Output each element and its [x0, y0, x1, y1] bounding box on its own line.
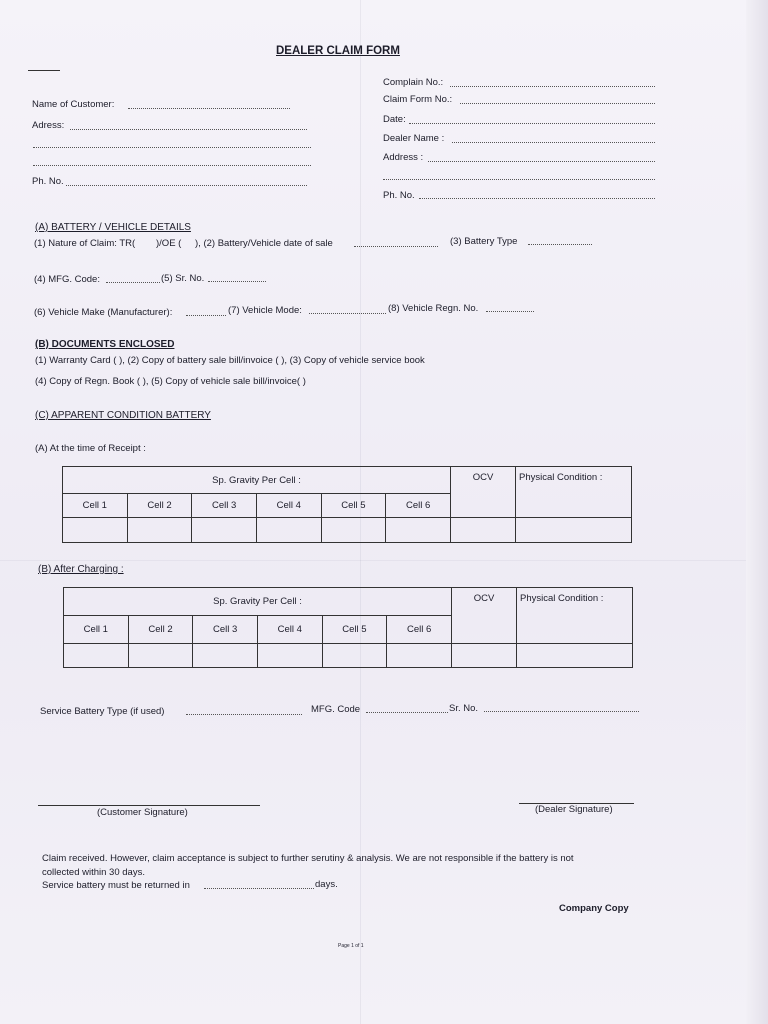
mfg-code-field[interactable] — [106, 282, 160, 283]
physical-condition-value[interactable] — [517, 644, 633, 668]
complain-no-field[interactable] — [450, 86, 655, 87]
battery-type-label: (3) Battery Type — [450, 236, 518, 247]
section-a-heading: (A) BATTERY / VEHICLE DETAILS — [35, 222, 191, 233]
ocv-value[interactable] — [451, 518, 516, 543]
cell-1-value[interactable] — [64, 644, 129, 668]
gravity-header: Sp. Gravity Per Cell : — [63, 467, 451, 494]
customer-signature-label: (Customer Signature) — [97, 807, 188, 818]
cell-3-value[interactable] — [192, 518, 257, 543]
vehicle-model-field[interactable] — [309, 313, 386, 314]
cell-2-header: Cell 2 — [127, 494, 192, 518]
service-battery-type-label: Service Battery Type (if used) — [40, 706, 165, 717]
cell-5-value[interactable] — [322, 644, 387, 668]
notice-line-2: collected within 30 days. — [42, 867, 145, 878]
service-sr-no-field[interactable] — [484, 711, 639, 712]
receipt-condition-table — [62, 466, 632, 543]
sr-no-field[interactable] — [208, 281, 266, 282]
service-mfg-code-field[interactable] — [366, 712, 448, 713]
ocv-header: OCV — [452, 588, 517, 644]
page-number: Page 1 of 1 — [338, 943, 364, 949]
fold-line-horizontal — [0, 560, 768, 561]
sr-no-label: (5) Sr. No. — [161, 273, 205, 284]
section-b-heading: (B) DOCUMENTS ENCLOSED — [35, 339, 175, 350]
customer-address-label: Adress: — [32, 120, 65, 131]
cell-4-header: Cell 4 — [256, 494, 321, 518]
cell-5-value[interactable] — [321, 518, 386, 543]
cell-4-value[interactable] — [256, 518, 321, 543]
cell-1-value[interactable] — [63, 518, 128, 543]
cell-3-value[interactable] — [193, 644, 258, 668]
cell-3-header: Cell 3 — [192, 494, 257, 518]
cell-5-header: Cell 5 — [321, 494, 386, 518]
customer-address-field-2[interactable] — [33, 147, 311, 148]
paper-edge — [746, 0, 768, 1024]
date-field[interactable] — [409, 123, 655, 124]
dealer-name-label: Dealer Name : — [383, 133, 445, 144]
receipt-subheading: (A) At the time of Receipt : — [35, 443, 146, 454]
section-c-heading: (C) APPARENT CONDITION BATTERY — [35, 410, 211, 421]
cell-2-header: Cell 2 — [128, 616, 193, 644]
mfg-code-label: (4) MFG. Code: — [34, 274, 100, 285]
vehicle-model-label: (7) Vehicle Mode: — [228, 305, 302, 316]
cell-1-header: Cell 1 — [63, 494, 128, 518]
cell-6-header: Cell 6 — [387, 616, 452, 644]
cell-3-header: Cell 3 — [193, 616, 258, 644]
cell-6-value[interactable] — [386, 518, 451, 543]
pen-mark — [28, 70, 60, 71]
cell-6-value[interactable] — [387, 644, 452, 668]
cell-2-value[interactable] — [128, 644, 193, 668]
notice-line-3-label: Service battery must be returned in — [42, 880, 190, 891]
complain-no-label: Complain No.: — [383, 77, 444, 88]
physical-condition-value[interactable] — [516, 518, 632, 543]
customer-signature-line[interactable] — [38, 805, 260, 806]
documents-line-1: (1) Warranty Card ( ), (2) Copy of battery sale bill/invoice ( ), (3) Copy of vehicle service book — [35, 355, 425, 366]
nature-of-claim-oe-label: )/OE ( — [156, 238, 182, 249]
notice-line-1: Claim received. However, claim acceptance is subject to further serutiny & analysis. We are not responsible if the battery is not — [42, 853, 574, 864]
dealer-phone-field[interactable] — [419, 198, 655, 199]
cell-1-header: Cell 1 — [64, 616, 129, 644]
customer-name-field[interactable] — [128, 108, 290, 109]
documents-line-2: (4) Copy of Regn. Book ( ), (5) Copy of vehicle sale bill/invoice( ) — [35, 376, 306, 387]
cell-4-value[interactable] — [257, 644, 322, 668]
cell-6-header: Cell 6 — [386, 494, 451, 518]
return-days-field[interactable] — [204, 888, 314, 889]
customer-address-field-1[interactable] — [70, 129, 307, 130]
cell-2-value[interactable] — [127, 518, 192, 543]
dealer-address-label: Address : — [383, 152, 424, 163]
ocv-value[interactable] — [452, 644, 517, 668]
customer-address-field-3[interactable] — [33, 165, 311, 166]
cell-5-header: Cell 5 — [322, 616, 387, 644]
service-battery-type-field[interactable] — [186, 714, 302, 715]
dealer-address-field-2[interactable] — [383, 179, 655, 180]
vehicle-regn-label: (8) Vehicle Regn. No. — [388, 303, 479, 314]
date-of-sale-field[interactable] — [354, 246, 438, 247]
physical-condition-header: Physical Condition : — [517, 588, 633, 644]
form-title: DEALER CLAIM FORM — [276, 45, 400, 57]
vehicle-make-label: (6) Vehicle Make (Manufacturer): — [34, 307, 173, 318]
dealer-name-field[interactable] — [452, 142, 655, 143]
claim-form-no-field[interactable] — [460, 103, 655, 104]
vehicle-regn-field[interactable] — [486, 311, 534, 312]
after-charging-subheading: (B) After Charging : — [38, 564, 124, 575]
ocv-header: OCV — [451, 467, 516, 518]
cell-4-header: Cell 4 — [257, 616, 322, 644]
customer-phone-field[interactable] — [66, 185, 307, 186]
notice-days-label: days. — [315, 879, 338, 890]
vehicle-make-field[interactable] — [186, 315, 226, 316]
company-copy-label: Company Copy — [559, 903, 629, 914]
service-sr-no-label: Sr. No. — [449, 703, 479, 714]
date-of-sale-label: ), (2) Battery/Vehicle date of sale — [195, 238, 333, 249]
gravity-header: Sp. Gravity Per Cell : — [64, 588, 452, 616]
nature-of-claim-tr-label: (1) Nature of Claim: TR( — [34, 238, 136, 249]
physical-condition-header: Physical Condition : — [516, 467, 632, 518]
customer-phone-label: Ph. No. — [32, 176, 64, 187]
dealer-signature-label: (Dealer Signature) — [535, 804, 613, 815]
dealer-phone-label: Ph. No. — [383, 190, 415, 201]
service-mfg-code-label: MFG. Code — [311, 704, 361, 715]
date-label: Date: — [383, 114, 406, 125]
after-charging-table — [63, 587, 633, 668]
claim-form-no-label: Claim Form No.: — [383, 94, 453, 105]
battery-type-field[interactable] — [528, 244, 592, 245]
customer-name-label: Name of Customer: — [32, 99, 115, 110]
dealer-address-field-1[interactable] — [428, 161, 655, 162]
